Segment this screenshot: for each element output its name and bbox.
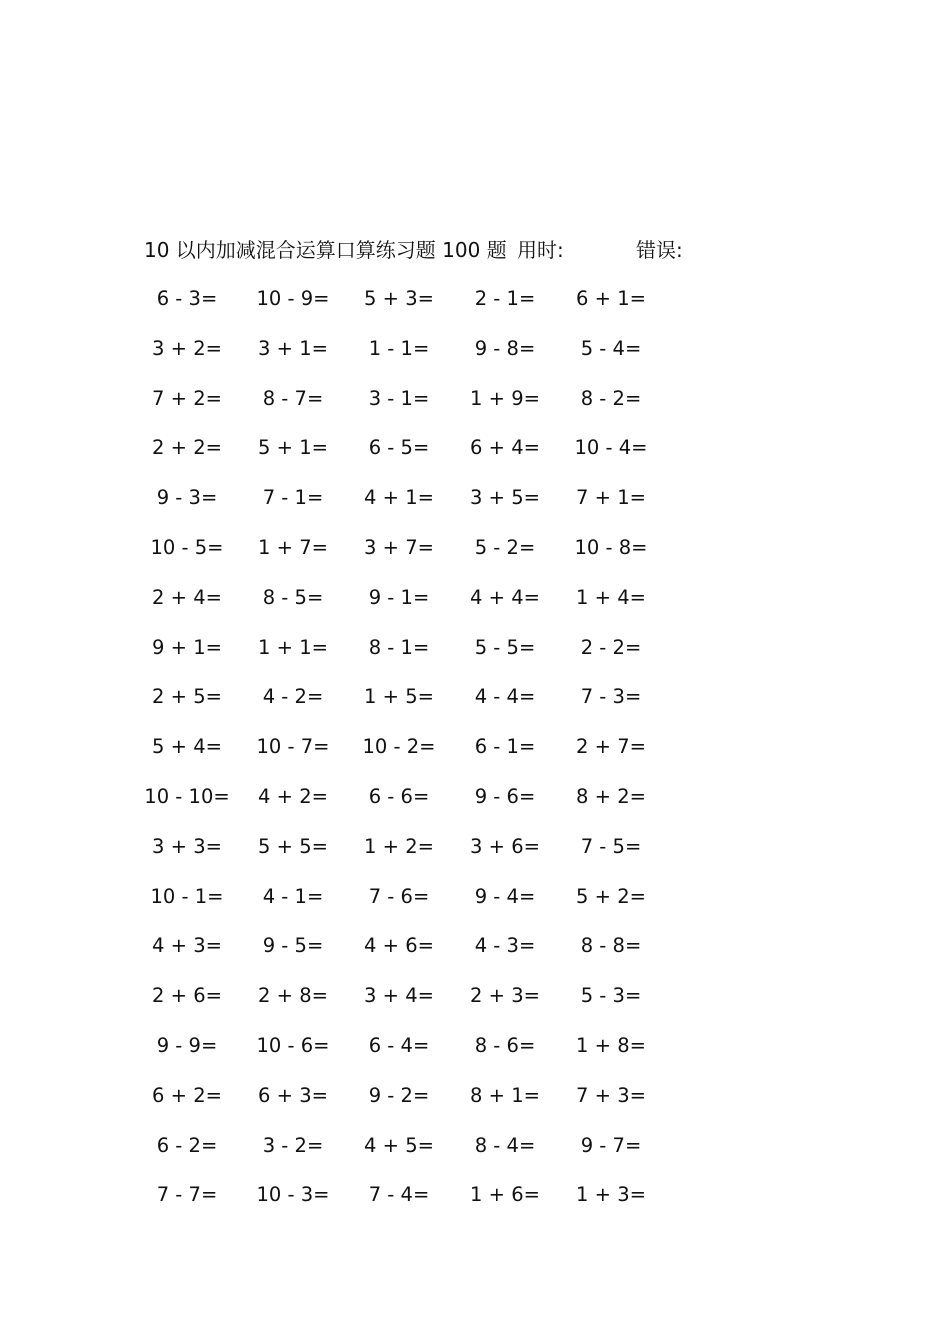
arithmetic-problem: 10 - 3= — [256, 1183, 330, 1207]
arithmetic-problem: 3 + 6= — [470, 834, 540, 858]
arithmetic-problem: 5 - 2= — [474, 535, 536, 559]
arithmetic-problem: 2 + 6= — [152, 984, 222, 1008]
arithmetic-problem: 5 + 3= — [364, 287, 434, 310]
worksheet-title: 10 以内加减混合运算口算练习题 100 题 — [144, 238, 507, 262]
arithmetic-problem: 2 - 2= — [580, 635, 642, 659]
arithmetic-problem: 6 - 1= — [474, 735, 536, 759]
arithmetic-problem: 4 + 3= — [152, 934, 222, 958]
arithmetic-problem: 7 - 3= — [580, 685, 642, 709]
arithmetic-problem: 2 + 2= — [152, 436, 222, 460]
arithmetic-problem: 1 + 6= — [470, 1183, 540, 1207]
arithmetic-problem: 7 + 3= — [576, 1083, 646, 1107]
arithmetic-problem: 4 - 1= — [262, 884, 324, 908]
arithmetic-problem: 7 - 1= — [262, 486, 324, 510]
arithmetic-problem: 6 - 2= — [156, 1133, 218, 1157]
arithmetic-problem: 7 - 6= — [368, 884, 430, 908]
arithmetic-problem: 6 + 1= — [576, 287, 646, 310]
arithmetic-problem: 9 + 1= — [152, 635, 222, 659]
arithmetic-problem: 4 + 6= — [364, 934, 434, 958]
arithmetic-problem: 10 - 2= — [362, 735, 436, 759]
arithmetic-problem: 6 - 5= — [368, 436, 430, 460]
arithmetic-problem: 8 - 7= — [262, 386, 324, 410]
arithmetic-problem: 2 + 3= — [470, 984, 540, 1008]
arithmetic-problem: 8 - 4= — [474, 1133, 536, 1157]
arithmetic-problem: 10 - 7= — [256, 735, 330, 759]
arithmetic-problem: 10 - 9= — [256, 287, 330, 310]
arithmetic-problem: 9 - 9= — [156, 1033, 218, 1057]
arithmetic-problem: 5 + 5= — [258, 834, 328, 858]
arithmetic-problem: 5 + 1= — [258, 436, 328, 460]
arithmetic-problem: 10 - 1= — [150, 884, 224, 908]
arithmetic-problem: 7 - 5= — [580, 834, 642, 858]
arithmetic-problem: 2 + 4= — [152, 585, 222, 609]
problem-grid — [140, 284, 680, 1230]
arithmetic-problem: 4 - 2= — [262, 685, 324, 709]
arithmetic-problem: 5 - 3= — [580, 984, 642, 1008]
arithmetic-problem: 1 - 1= — [368, 336, 430, 360]
arithmetic-problem: 5 + 4= — [152, 735, 222, 759]
arithmetic-problem: 10 - 6= — [256, 1033, 330, 1057]
arithmetic-problem: 1 + 1= — [258, 635, 328, 659]
arithmetic-problem: 3 - 1= — [368, 386, 430, 410]
arithmetic-problem: 10 - 8= — [574, 535, 648, 559]
arithmetic-problem: 8 + 1= — [470, 1083, 540, 1107]
arithmetic-problem: 9 - 3= — [156, 486, 218, 510]
arithmetic-problem: 2 + 5= — [152, 685, 222, 709]
arithmetic-problem: 6 - 3= — [156, 287, 218, 310]
arithmetic-problem: 6 + 3= — [258, 1083, 328, 1107]
arithmetic-problem: 9 - 2= — [368, 1083, 430, 1107]
arithmetic-problem: 1 + 5= — [364, 685, 434, 709]
arithmetic-problem: 4 + 4= — [470, 585, 540, 609]
arithmetic-problem: 9 - 7= — [580, 1133, 642, 1157]
arithmetic-problem: 2 + 7= — [576, 735, 646, 759]
arithmetic-problem: 10 - 4= — [574, 436, 648, 460]
arithmetic-problem: 10 - 5= — [150, 535, 224, 559]
arithmetic-problem: 6 - 6= — [368, 784, 430, 808]
arithmetic-problem: 4 + 5= — [364, 1133, 434, 1157]
arithmetic-problem: 8 - 8= — [580, 934, 642, 958]
arithmetic-problem: 10 - 10= — [144, 784, 230, 808]
arithmetic-problem: 8 + 2= — [576, 784, 646, 808]
error-count-label: 错误: — [636, 238, 683, 262]
arithmetic-problem: 8 - 6= — [474, 1033, 536, 1057]
arithmetic-problem: 4 + 1= — [364, 486, 434, 510]
arithmetic-problem: 3 - 2= — [262, 1133, 324, 1157]
arithmetic-problem: 1 + 2= — [364, 834, 434, 858]
arithmetic-problem: 7 + 1= — [576, 486, 646, 510]
arithmetic-problem: 6 + 2= — [152, 1083, 222, 1107]
arithmetic-problem: 5 + 2= — [576, 884, 646, 908]
arithmetic-problem: 1 + 8= — [576, 1033, 646, 1057]
arithmetic-problem: 9 - 4= — [474, 884, 536, 908]
arithmetic-problem: 7 - 4= — [368, 1183, 430, 1207]
arithmetic-problem: 6 + 4= — [470, 436, 540, 460]
arithmetic-problem: 3 + 5= — [470, 486, 540, 510]
arithmetic-problem: 9 - 1= — [368, 585, 430, 609]
arithmetic-problem: 3 + 3= — [152, 834, 222, 858]
arithmetic-problem: 6 - 4= — [368, 1033, 430, 1057]
arithmetic-problem: 4 - 3= — [474, 934, 536, 958]
arithmetic-problem: 3 + 1= — [258, 336, 328, 360]
arithmetic-problem: 2 + 8= — [258, 984, 328, 1008]
arithmetic-problem: 3 + 2= — [152, 336, 222, 360]
arithmetic-problem: 2 - 1= — [474, 287, 536, 310]
arithmetic-problem: 5 - 4= — [580, 336, 642, 360]
arithmetic-problem: 4 - 4= — [474, 685, 536, 709]
arithmetic-problem: 8 - 5= — [262, 585, 324, 609]
time-used-label: 用时: — [517, 238, 564, 262]
arithmetic-problem: 4 + 2= — [258, 784, 328, 808]
arithmetic-problem: 8 - 2= — [580, 386, 642, 410]
arithmetic-problem: 9 - 5= — [262, 934, 324, 958]
arithmetic-problem: 5 - 5= — [474, 635, 536, 659]
arithmetic-problem: 1 + 3= — [576, 1183, 646, 1207]
arithmetic-problem: 3 + 7= — [364, 535, 434, 559]
arithmetic-problem: 7 + 2= — [152, 386, 222, 410]
arithmetic-problem: 1 + 4= — [576, 585, 646, 609]
arithmetic-problem: 1 + 9= — [470, 386, 540, 410]
arithmetic-problem: 9 - 6= — [474, 784, 536, 808]
arithmetic-problem: 8 - 1= — [368, 635, 430, 659]
arithmetic-problem: 9 - 8= — [474, 336, 536, 360]
arithmetic-problem: 3 + 4= — [364, 984, 434, 1008]
arithmetic-problem: 1 + 7= — [258, 535, 328, 559]
arithmetic-problem: 7 - 7= — [156, 1183, 218, 1207]
